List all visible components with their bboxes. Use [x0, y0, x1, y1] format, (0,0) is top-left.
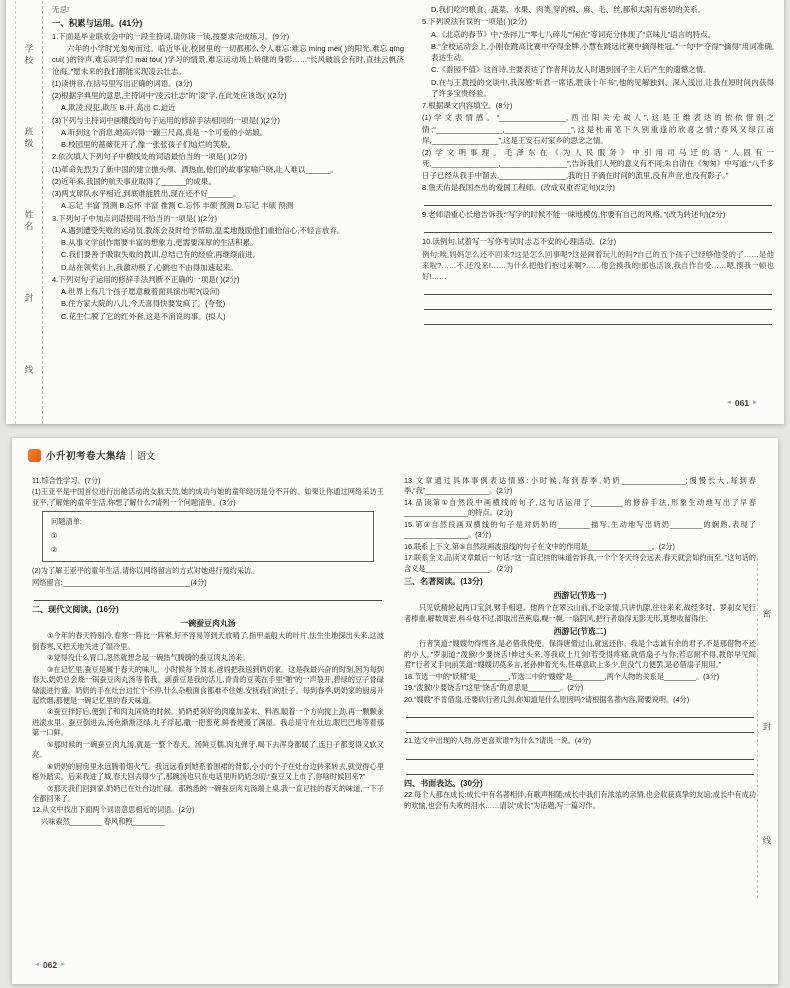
text-line: 二、现代文阅读。(16分) — [32, 605, 119, 615]
binding-labels-right — [757, 558, 776, 898]
text-line: ⑤那时候的一碗蚕豆肉丸汤,就是一整个春天。汤鲜豆糯,肉丸弹牙,喝下去浑身都暖了,连日子都变得又软又亮。 — [32, 739, 384, 760]
binding-gutter — [6, 0, 43, 424]
text-line: 三、名著阅读。(13分) — [404, 576, 483, 586]
binding-labels — [18, 14, 40, 406]
text-line: A.遇到遭受失败的运动员,教练会及时给予帮助,温柔地鼓励他们重拾信心,不轻言放弃。 — [61, 225, 345, 235]
text-line: ⑥奶奶的厨房里永远腾着烟火气。我远远看到她系着围裙的背影,小小的个子在灶台边转来转去,就觉得心里格外踏实。后来我进了城,春天回去得少了,那碗汤也只在电话里听奶奶念叨:“蚕豆又上市了,你啥时候回来?” — [32, 761, 384, 782]
box-line: ① — [51, 530, 58, 540]
margin-label: 密 — [762, 608, 772, 621]
column-right — [422, 4, 774, 328]
column-right — [404, 476, 756, 812]
answer-blank-line — [424, 283, 772, 295]
exam-page-061 — [6, 0, 784, 424]
arrow-right-icon: ► — [60, 962, 67, 968]
text-line: 只见妖精轮起两口宝剑,劈手相迎。他两个在翠云山前,不论亲情,只讲仇隙,往往来来,战经多时。罗刹女见行者棒重,解数周密,料斗他不过,即取出芭蕉扇,幌一幌,一扇阴风,把行者扇得无影无形,莫想收留得住。 — [404, 603, 756, 623]
text-line: C.《游园不值》这首诗,主要表达了作者拜访友人时遇到园子主人后产生的遗憾之情。 — [431, 65, 711, 75]
text-line: (2)近年来,我国的航天事业取得了______的成果。 — [52, 176, 216, 186]
text-line: 2.依次填入下列句子中横线处的词语最恰当的一项是( )(2分) — [52, 152, 247, 162]
text-line: 22.每个人都在成长:成长中有名著相伴,有歌声相随;成长中我们有浓浓的亲情,也会收获真挚的友谊;成长中有成功的欢愉,也会有失败的泪水……请以“成长”为话题,写一篇习作。 — [404, 790, 756, 810]
text-line: A.世界上有几个孩子愿意戴着面具演出呢?(设问) — [61, 287, 220, 297]
answer-blank-line — [406, 706, 754, 718]
brand-icon — [28, 449, 41, 462]
text-line: 网络留言:________________________________(4分) — [32, 577, 207, 587]
column-left — [32, 476, 384, 828]
brand-title: 小升初考卷大集结 — [46, 451, 127, 462]
text-line: D.站在领奖台上,我激动极了,心跳也不由得加速起来。 — [61, 262, 238, 272]
margin-label: 线 — [762, 835, 772, 848]
question-list-box — [42, 511, 374, 562]
text-line: ①今年的春天特别冷,春寒一阵比一阵紧,好不容易等到天放晴了,指甲盖般大的叶片,怯生生地探出头来,这波倒春寒,又把天地关进了湿冷里。 — [32, 631, 384, 651]
text-line: 19.“泼猴!少要饶舌!”这里“饶舌”的意思是________。(2分) — [404, 683, 584, 693]
text-line: 四、书面表达。(30分) — [404, 778, 483, 788]
margin-label: 学校 — [24, 44, 34, 67]
text-line: 14.品读第①自然段中画横线的句子,这句话运用了________的修辞手法,形象生动地写出了早春________________的特点。(2分) — [404, 497, 756, 518]
text-line: 15.第③自然段画双横线的句子是对奶奶的________描写,生动地写出奶奶________的娴熟,表现了________________。(3分) — [404, 519, 756, 540]
text-line: 无忌! — [52, 5, 70, 14]
text-line: (3)下列与主持词中画横线的句子运用的修辞手法相同的一项是( )(2分) — [52, 115, 280, 125]
text-line: C.我们要善于吸取失败的教训,总结已有的经验,再继续前进。 — [61, 250, 261, 260]
text-line: D.在与王教授的交谈中,我深感“听君一席话,胜读十年书”,他的见解独到、深入浅出,让我在短时间内获得了许多宝贵经验。 — [431, 77, 774, 98]
answer-blank-line — [424, 313, 772, 325]
text-line: C.花生仁脱了它的红外套,这是不消说的事。(拟人) — [61, 311, 226, 321]
box-line: 问题清单: — [51, 517, 82, 527]
text-line: 1.下面是毕业联欢会中的一段主持词,请你读一读,按要求完成练习。(9分) — [52, 31, 290, 41]
page-number — [34, 960, 66, 970]
text-line: 20.“嫂嫂”不肯借扇,还要砍行者几剑,你知道是什么原因吗?请根据名著内容,简要说明。(4分) — [404, 694, 690, 704]
text-line: 例句:唉,妈妈怎么还不回来?这是怎么回事呢?这是闹着玩儿的吗?自己的五个孩子已经够他受的了……是他来啦?……不,还没来!……为什么把他们抱过来啊?……他会揍我的!那也活该,我自作自受……嗯,揍我一顿也好!…… — [422, 249, 774, 281]
text-line: 10.读例句,试着写一写你考试时忐忑不安的心理活动。(2分) — [422, 237, 617, 247]
margin-label: 线 — [24, 364, 34, 376]
text-line: 17.联系全文,品读文章最后一句话:“这一直记挂的味道告诉我,一个个冬天终会远去,春天就会如约而至。”这句话的含义是________________。(2分) — [404, 553, 756, 573]
box-line: ② — [51, 544, 58, 554]
page-number — [726, 398, 758, 408]
text-line: (2)根据字典里的意思,主持词中“凌云壮志”的“凌”字,在此处应该选( )(2分) — [52, 91, 287, 101]
text-line: (2)学文明事理。毛泽东在《为人民服务》中引用司马迁的话“人固有一死,________________,________________”,告诉我们人死的意义有不同;朱自清在《匆匆》中写道:“八千多日子已经从我手中溜去,________________,我的日子滴在时间的流里,没有声音,也没有影子。” — [422, 148, 774, 180]
margin-label: 班级 — [24, 127, 34, 150]
answer-blank-line — [424, 221, 772, 233]
text-line: 13.文章通过具体事例表达情感:小时候,每到春季,奶奶________________;慢慢长大,每到春季,“我”________________。(2分) — [404, 476, 756, 496]
text-line: 3.下列句子中加点词语使用不恰当的一项是( )(2分) — [52, 213, 217, 223]
margin-label: 姓名 — [24, 210, 34, 233]
answer-blank-line — [406, 763, 754, 775]
answer-blank-line — [34, 589, 382, 601]
arrow-left-icon: ◄ — [725, 400, 732, 406]
exam-page-062 — [12, 438, 778, 984]
text-line: 18.节选一中的“妖精”是________,节选二中的“嫂嫂”是________,两个人物的关系是________。(3分) — [404, 671, 720, 681]
text-line: 兴味索然________ 春风和煦________ — [41, 816, 165, 826]
text-line: 5.下列说法有误的一项是( )(2分) — [422, 17, 527, 27]
text-line: (2)为了解王亚平的童年生活,请你以网络留言的方式对她进行预约采访。 — [32, 566, 259, 576]
text-line: A.欺凌;侵犯,欺压 B.升,高出 C.迫近 — [61, 103, 176, 113]
text-line: 8.詹天佑是我国杰出的爱国工程师。(改成双重否定句)(2分) — [422, 182, 615, 192]
subject-label: 语文 — [137, 450, 156, 461]
answer-blank-line — [424, 298, 772, 310]
margin-label: 封 — [762, 722, 772, 734]
text-line: B.“全校运动会上,小刚在跳高比赛中夺得金牌,小慧在跳远比赛中摘得桂冠。”一句中“夺得”“摘得”用词准确,表达生动。 — [431, 41, 774, 62]
text-line: ④蚕豆拌好后,便到了和肉丸同烧的时候。奶奶把剁好的肉糜加姜末、料酒,顺着一个方向搅上劲,再一颗颗汆进滚水里。蚕豆倒进去,汤色渐渐泛绿,丸子浮起,撒一把葱花,鲜香便漫了满屋。我总是守在灶边,眼巴巴地等着那第一口鲜。 — [32, 707, 384, 738]
text-line: 一、积累与运用。(41分) — [52, 18, 143, 29]
text-line: 7.根据课文内容填空。(8分) — [422, 101, 513, 110]
text-line: 行者笑道:“嫂嫂勿得悭吝,是必借我使使。保得唐僧过山,就送还你。我是个志诚有余的君子,不是那借物不还的小人。”罗刹道:“泼猴!少要饶舌!伸过头来,等我砍上几剑!若受得疼痛,就借扇子与你;若忍耐不得,教你早见阎君!”行者叉手向前笑道:“嫂嫂切莫多言,老孙伸着光头,任尊意砍上多少,但没气力便罢,是必借扇子用用。” — [404, 639, 756, 670]
text-line: (1)革命先烈为了新中国的建立抛头颅、洒热血,他们的故事家喻户晓,让人难以______。 — [52, 164, 338, 174]
text-line: 西游记(节选一) — [553, 590, 607, 600]
text-line: B.从事文学创作需要丰富的想象力,更需要深厚的生活积累。 — [61, 238, 258, 248]
text-line: ⑦那天我们回到家,奶奶已在灶台边忙碌。那熟悉的一碗蚕豆肉丸汤端上桌,我一直记挂的春天的味道,一下子全都回来了。 — [32, 783, 384, 803]
text-line: ③在记忆里,蚕豆是属于春天的味儿。小时候每个周末,爸妈把我送到奶奶家。这是我最兴奋的时刻,因为每到春天,奶奶总会烧一锅蚕豆肉丸汤等着我。剥蚕豆是我的活儿,青青的豆荚在手里“啪”的一声裂开,碧绿的豆子骨碌碌滚进竹篮。奶奶的手在灶台边忙个不停,什么杂粮面食都难不住她,安抚我们的肚子。每到春季,奶奶家的厨房升起炊烟,那便是一碗记忆里的春天味道。 — [32, 664, 384, 705]
text-line: 9.老师语重心长地告诉我:“写字的时候不能一味地模仿,你要有自己的风格。”(改为转述句)(2分) — [422, 210, 726, 219]
column-left — [52, 4, 404, 323]
text-line: A.忘记 丰富 预测 B.忘怀 丰富 推测 C.忘怀 丰硕 预测 D.忘记 丰硕 预测 — [61, 201, 294, 211]
text-line: 11.综合性学习。(7分) — [32, 476, 101, 485]
text-line: 4.下列对句子运用的修辞手法判断不正确的一项是( )(2分) — [52, 274, 240, 284]
arrow-right-icon: ► — [752, 400, 758, 406]
text-line: 21.选文中出现的人物,你更喜欢谁?为什么?请说一说。(4分) — [404, 736, 591, 746]
text-line: ②觉得没什么胃口,忽然就想念起一碗热气腾腾的蚕豆肉丸汤来。 — [47, 653, 250, 663]
page-number-value: 062 — [42, 960, 58, 970]
divider — [131, 450, 132, 460]
text-line: 西游记(节选二) — [553, 626, 607, 636]
answer-blank-line — [406, 721, 754, 733]
text-line: (1)学文表情感。“________________,西出阳关无故人”,这是王维表达的依依惜别之情;“________________,________________”,这是杜甫笔下久别重逢的欣喜之情;“春风又绿江南岸,________________”,这是王安石对家乡的思念之情。 — [422, 113, 774, 145]
text-line: A.《北京的春节》中,“杂拌儿”“零七八碎儿”“闲在”等词充分体现了“京味儿”语言的特点。 — [431, 29, 716, 39]
arrow-left-icon: ◄ — [34, 962, 40, 968]
text-line: 一碗蚕豆肉丸汤 — [180, 618, 236, 628]
text-line: D.我们吃的粮食、蔬菜、水果、肉类,穿的棉、麻、毛、丝,都和太阳有密切的关系。 — [431, 5, 706, 14]
text-line: (1)读拼音,在括号里写出正确的词语。(3分) — [52, 78, 193, 88]
text-line: (3)两支球队水平相近,到底谁能胜出,现在还不好______。 — [52, 189, 241, 199]
answer-blank-line — [424, 194, 772, 206]
page-number-value: 061 — [734, 398, 750, 408]
text-line: 六年的小学时光匆匆而过。临近毕业,校园里的一切都那么令人难忘:难忘 míng mèi( )的阳光,难忘 qīng cuì( )的铃声,难忘同学们 mái tóu( )学习的情景,难忘运动场上矫健的身影……“长风破浪会有时,直挂云帆济沧海。”愿未来的我们都能实现凌云壮志。 — [52, 44, 404, 76]
margin-label: 封 — [24, 293, 34, 305]
text-line: A.听到这个消息,她高兴得一蹦三尺高,真是一个可爱的小姑娘。 — [61, 127, 268, 137]
text-line: 12.从文中找出下面两个词语意思相近的词语。(2分) — [32, 805, 195, 815]
brand-header — [28, 448, 155, 462]
text-line: B.住方家大院的八儿,今天喜得快要发疯了。(夸张) — [61, 299, 226, 309]
text-line: 16.联系上下文,第⑤自然段画波浪线的句子在文中的作用是________________。(2分) — [404, 541, 675, 551]
answer-blank-line — [406, 748, 754, 760]
text-line: B.校园里的蔷薇花开了,像一张张孩子们灿烂的笑脸。 — [61, 140, 236, 150]
text-line: (1)王亚平是中国首位进行出舱活动的女航天员,她的成功与她的童年经历是分不开的。如果让你通过网络采访王亚平,了解她的童年生活,你想了解什么?请列一个问题清单。(3分) — [32, 487, 384, 507]
